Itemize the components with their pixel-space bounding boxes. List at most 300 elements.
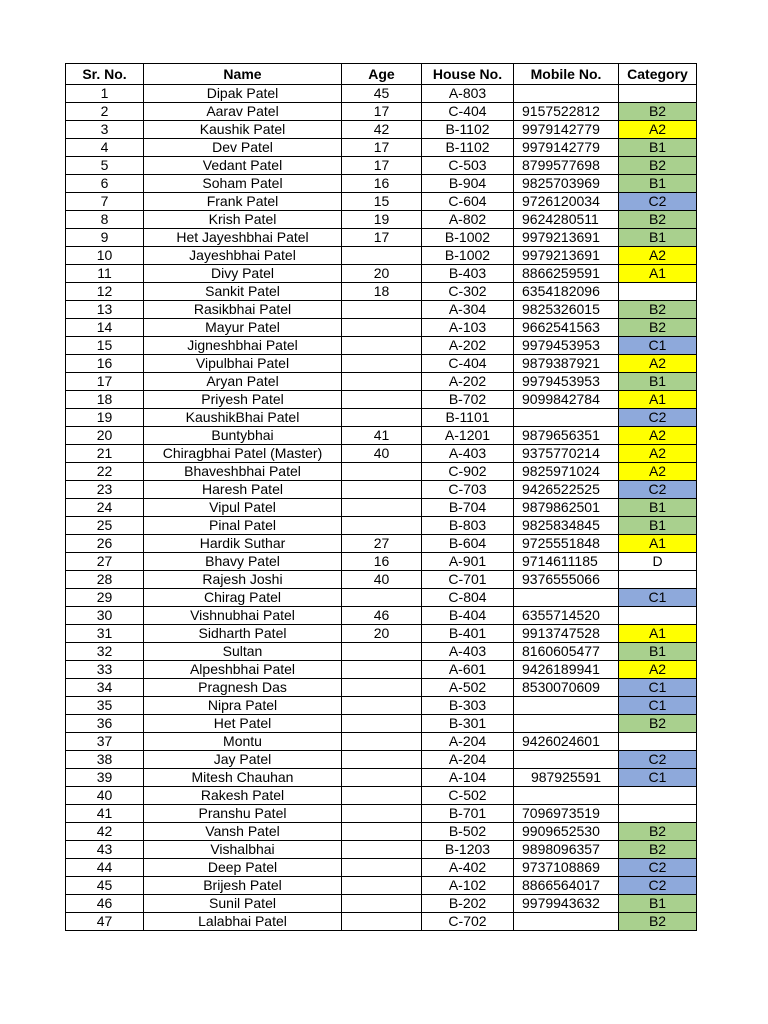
cell-house-no: B-904: [422, 175, 514, 193]
table-row: [66, 211, 697, 229]
cell-age: 41: [342, 427, 422, 445]
cell-age: 20: [342, 265, 422, 283]
cell-sr-no: 37: [66, 733, 144, 751]
cell-house-no: A-803: [422, 85, 514, 103]
cell-age: [342, 301, 422, 319]
cell-name: Vansh Patel: [144, 823, 342, 841]
header-mobile-no: Mobile No.: [514, 64, 619, 85]
cell-category: A2: [619, 355, 697, 373]
cell-category: A2: [619, 121, 697, 139]
cell-house-no: B-1002: [422, 229, 514, 247]
cell-mobile-no: 9725551848: [514, 535, 619, 553]
cell-mobile-no: 9624280511: [514, 211, 619, 229]
cell-sr-no: 21: [66, 445, 144, 463]
cell-category: B1: [619, 895, 697, 913]
table-row: [66, 139, 697, 157]
header-house-no: House No.: [422, 64, 514, 85]
cell-name: Rajesh Joshi: [144, 571, 342, 589]
cell-house-no: A-601: [422, 661, 514, 679]
cell-sr-no: 1: [66, 85, 144, 103]
table-row: [66, 445, 697, 463]
cell-name: Sunil Patel: [144, 895, 342, 913]
cell-house-no: A-204: [422, 733, 514, 751]
cell-age: 18: [342, 283, 422, 301]
cell-house-no: B-1102: [422, 121, 514, 139]
cell-house-no: C-702: [422, 913, 514, 931]
cell-age: [342, 679, 422, 697]
table-row: [66, 643, 697, 661]
cell-age: [342, 733, 422, 751]
cell-house-no: A-403: [422, 445, 514, 463]
table-row: [66, 391, 697, 409]
cell-age: 17: [342, 229, 422, 247]
cell-sr-no: 9: [66, 229, 144, 247]
cell-house-no: A-202: [422, 373, 514, 391]
cell-category: B1: [619, 499, 697, 517]
cell-age: [342, 643, 422, 661]
cell-sr-no: 41: [66, 805, 144, 823]
table-row: [66, 247, 697, 265]
cell-age: [342, 661, 422, 679]
cell-name: Jayeshbhai Patel: [144, 247, 342, 265]
cell-category: [619, 571, 697, 589]
cell-category: C1: [619, 679, 697, 697]
cell-category: C2: [619, 481, 697, 499]
cell-age: 40: [342, 571, 422, 589]
cell-house-no: B-701: [422, 805, 514, 823]
cell-category: A2: [619, 463, 697, 481]
cell-mobile-no: 9979943632: [514, 895, 619, 913]
cell-name: Aarav Patel: [144, 103, 342, 121]
table-row: [66, 625, 697, 643]
table-row: [66, 895, 697, 913]
cell-sr-no: 33: [66, 661, 144, 679]
cell-category: A2: [619, 427, 697, 445]
cell-name: Sultan: [144, 643, 342, 661]
cell-name: Sidharth Patel: [144, 625, 342, 643]
cell-sr-no: 15: [66, 337, 144, 355]
cell-house-no: A-402: [422, 859, 514, 877]
table-row: [66, 661, 697, 679]
cell-name: Vedant Patel: [144, 157, 342, 175]
cell-mobile-no: [514, 913, 619, 931]
cell-sr-no: 4: [66, 139, 144, 157]
cell-age: [342, 589, 422, 607]
cell-name: Vipulbhai Patel: [144, 355, 342, 373]
cell-category: B2: [619, 319, 697, 337]
cell-category: B2: [619, 913, 697, 931]
cell-house-no: C-404: [422, 103, 514, 121]
cell-house-no: B-704: [422, 499, 514, 517]
table-body: [66, 85, 697, 931]
cell-category: B2: [619, 103, 697, 121]
cell-age: [342, 715, 422, 733]
cell-name: Aryan Patel: [144, 373, 342, 391]
cell-age: [342, 841, 422, 859]
cell-sr-no: 46: [66, 895, 144, 913]
cell-age: [342, 247, 422, 265]
table-row: [66, 409, 697, 427]
cell-mobile-no: 9376555066: [514, 571, 619, 589]
cell-category: C2: [619, 859, 697, 877]
cell-sr-no: 45: [66, 877, 144, 895]
cell-category: B2: [619, 301, 697, 319]
cell-sr-no: 8: [66, 211, 144, 229]
cell-house-no: A-901: [422, 553, 514, 571]
cell-mobile-no: 9726120034: [514, 193, 619, 211]
table-row: [66, 859, 697, 877]
cell-category: [619, 805, 697, 823]
cell-sr-no: 19: [66, 409, 144, 427]
cell-name: Het Jayeshbhai Patel: [144, 229, 342, 247]
cell-category: A2: [619, 661, 697, 679]
cell-age: 40: [342, 445, 422, 463]
cell-sr-no: 2: [66, 103, 144, 121]
cell-house-no: B-1101: [422, 409, 514, 427]
cell-age: [342, 373, 422, 391]
table-row: [66, 481, 697, 499]
cell-sr-no: 42: [66, 823, 144, 841]
cell-age: [342, 805, 422, 823]
cell-house-no: C-701: [422, 571, 514, 589]
cell-mobile-no: 9909652530: [514, 823, 619, 841]
cell-house-no: A-204: [422, 751, 514, 769]
cell-sr-no: 39: [66, 769, 144, 787]
cell-name: Vishnubhai Patel: [144, 607, 342, 625]
cell-age: 45: [342, 85, 422, 103]
cell-name: Rakesh Patel: [144, 787, 342, 805]
cell-age: [342, 787, 422, 805]
cell-category: [619, 85, 697, 103]
cell-house-no: B-502: [422, 823, 514, 841]
cell-mobile-no: 7096973519: [514, 805, 619, 823]
cell-house-no: C-404: [422, 355, 514, 373]
header-name: Name: [144, 64, 342, 85]
cell-category: [619, 733, 697, 751]
cell-age: 16: [342, 175, 422, 193]
cell-house-no: A-304: [422, 301, 514, 319]
cell-category: [619, 607, 697, 625]
cell-category: B1: [619, 373, 697, 391]
cell-name: Deep Patel: [144, 859, 342, 877]
cell-name: Haresh Patel: [144, 481, 342, 499]
cell-category: C2: [619, 751, 697, 769]
cell-category: [619, 787, 697, 805]
cell-sr-no: 34: [66, 679, 144, 697]
cell-category: A1: [619, 535, 697, 553]
table-row: [66, 535, 697, 553]
cell-name: Chiragbhai Patel (Master): [144, 445, 342, 463]
table-row: [66, 157, 697, 175]
cell-sr-no: 27: [66, 553, 144, 571]
cell-name: Bhaveshbhai Patel: [144, 463, 342, 481]
cell-mobile-no: [514, 85, 619, 103]
cell-name: Mayur Patel: [144, 319, 342, 337]
cell-sr-no: 12: [66, 283, 144, 301]
cell-mobile-no: [514, 751, 619, 769]
cell-mobile-no: 9714611185: [514, 553, 619, 571]
cell-age: [342, 499, 422, 517]
cell-house-no: B-404: [422, 607, 514, 625]
cell-sr-no: 25: [66, 517, 144, 535]
cell-house-no: C-604: [422, 193, 514, 211]
cell-name: Rasikbhai Patel: [144, 301, 342, 319]
cell-name: Nipra Patel: [144, 697, 342, 715]
cell-mobile-no: 8160605477: [514, 643, 619, 661]
cell-category: B1: [619, 139, 697, 157]
cell-category: C1: [619, 589, 697, 607]
cell-mobile-no: 9879387921: [514, 355, 619, 373]
table-row: [66, 499, 697, 517]
cell-name: Pranshu Patel: [144, 805, 342, 823]
cell-category: B2: [619, 157, 697, 175]
cell-mobile-no: 9157522812: [514, 103, 619, 121]
table-row: [66, 193, 697, 211]
cell-house-no: A-502: [422, 679, 514, 697]
cell-category: B1: [619, 175, 697, 193]
cell-sr-no: 14: [66, 319, 144, 337]
cell-age: 16: [342, 553, 422, 571]
cell-house-no: B-1102: [422, 139, 514, 157]
cell-mobile-no: 9825971024: [514, 463, 619, 481]
cell-name: Frank Patel: [144, 193, 342, 211]
table-row: [66, 913, 697, 931]
table-row: [66, 373, 697, 391]
cell-mobile-no: 9913747528: [514, 625, 619, 643]
cell-category: B1: [619, 229, 697, 247]
cell-age: [342, 463, 422, 481]
cell-mobile-no: 987925591: [514, 769, 619, 787]
cell-category: C2: [619, 193, 697, 211]
cell-mobile-no: 9737108869: [514, 859, 619, 877]
cell-name: Pragnesh Das: [144, 679, 342, 697]
cell-house-no: B-604: [422, 535, 514, 553]
cell-mobile-no: [514, 589, 619, 607]
cell-house-no: A-102: [422, 877, 514, 895]
cell-house-no: B-401: [422, 625, 514, 643]
cell-mobile-no: 9825326015: [514, 301, 619, 319]
cell-mobile-no: 9979213691: [514, 229, 619, 247]
table-row: [66, 175, 697, 193]
cell-category: B2: [619, 715, 697, 733]
cell-mobile-no: 9979213691: [514, 247, 619, 265]
cell-sr-no: 29: [66, 589, 144, 607]
table-row: [66, 265, 697, 283]
cell-category: B2: [619, 211, 697, 229]
cell-sr-no: 24: [66, 499, 144, 517]
cell-age: [342, 859, 422, 877]
table-row: [66, 121, 697, 139]
cell-name: Buntybhai: [144, 427, 342, 445]
cell-sr-no: 22: [66, 463, 144, 481]
cell-age: 20: [342, 625, 422, 643]
cell-house-no: A-802: [422, 211, 514, 229]
table-row: [66, 319, 697, 337]
cell-sr-no: 20: [66, 427, 144, 445]
header-category: Category: [619, 64, 697, 85]
table-row: [66, 787, 697, 805]
table-row: [66, 283, 697, 301]
cell-age: [342, 517, 422, 535]
cell-mobile-no: 9825834845: [514, 517, 619, 535]
table-row: [66, 733, 697, 751]
cell-category: [619, 283, 697, 301]
table-row: [66, 337, 697, 355]
table-row: [66, 301, 697, 319]
cell-name: Alpeshbhai Patel: [144, 661, 342, 679]
cell-house-no: A-202: [422, 337, 514, 355]
cell-mobile-no: [514, 715, 619, 733]
cell-category: C1: [619, 769, 697, 787]
cell-age: [342, 337, 422, 355]
cell-sr-no: 5: [66, 157, 144, 175]
cell-mobile-no: 6354182096: [514, 283, 619, 301]
cell-mobile-no: 9099842784: [514, 391, 619, 409]
cell-name: Vipul Patel: [144, 499, 342, 517]
cell-age: 17: [342, 103, 422, 121]
cell-mobile-no: 9825703969: [514, 175, 619, 193]
cell-name: Kaushik Patel: [144, 121, 342, 139]
cell-age: [342, 823, 422, 841]
table-row: [66, 355, 697, 373]
cell-age: [342, 895, 422, 913]
cell-mobile-no: 9426024601: [514, 733, 619, 751]
cell-sr-no: 7: [66, 193, 144, 211]
cell-mobile-no: 9879656351: [514, 427, 619, 445]
cell-age: [342, 355, 422, 373]
cell-name: Brijesh Patel: [144, 877, 342, 895]
cell-category: A1: [619, 625, 697, 643]
table-row: [66, 229, 697, 247]
cell-mobile-no: 8866259591: [514, 265, 619, 283]
cell-category: C2: [619, 409, 697, 427]
cell-category: A1: [619, 391, 697, 409]
cell-house-no: B-301: [422, 715, 514, 733]
cell-name: Vishalbhai: [144, 841, 342, 859]
cell-sr-no: 17: [66, 373, 144, 391]
cell-age: [342, 319, 422, 337]
table-row: [66, 715, 697, 733]
cell-age: [342, 913, 422, 931]
cell-sr-no: 43: [66, 841, 144, 859]
table-row: [66, 769, 697, 787]
cell-age: 42: [342, 121, 422, 139]
cell-mobile-no: [514, 787, 619, 805]
cell-age: [342, 751, 422, 769]
cell-house-no: B-303: [422, 697, 514, 715]
table-row: [66, 607, 697, 625]
cell-name: Lalabhai Patel: [144, 913, 342, 931]
cell-sr-no: 18: [66, 391, 144, 409]
cell-house-no: B-403: [422, 265, 514, 283]
cell-house-no: B-202: [422, 895, 514, 913]
cell-name: Het Patel: [144, 715, 342, 733]
cell-sr-no: 36: [66, 715, 144, 733]
cell-name: Pinal Patel: [144, 517, 342, 535]
cell-name: Dev Patel: [144, 139, 342, 157]
cell-house-no: A-103: [422, 319, 514, 337]
cell-name: Mitesh Chauhan: [144, 769, 342, 787]
cell-age: [342, 481, 422, 499]
cell-category: B2: [619, 841, 697, 859]
cell-sr-no: 47: [66, 913, 144, 931]
cell-category: A2: [619, 247, 697, 265]
cell-mobile-no: 9662541563: [514, 319, 619, 337]
cell-name: Chirag Patel: [144, 589, 342, 607]
cell-house-no: A-403: [422, 643, 514, 661]
cell-sr-no: 3: [66, 121, 144, 139]
cell-age: [342, 409, 422, 427]
cell-sr-no: 40: [66, 787, 144, 805]
cell-house-no: A-104: [422, 769, 514, 787]
cell-mobile-no: 9375770214: [514, 445, 619, 463]
table-row: [66, 823, 697, 841]
cell-sr-no: 30: [66, 607, 144, 625]
cell-sr-no: 31: [66, 625, 144, 643]
cell-name: Dipak Patel: [144, 85, 342, 103]
table-row: [66, 427, 697, 445]
cell-sr-no: 16: [66, 355, 144, 373]
cell-mobile-no: 9979453953: [514, 337, 619, 355]
cell-mobile-no: 8530070609: [514, 679, 619, 697]
cell-age: [342, 877, 422, 895]
cell-age: 17: [342, 139, 422, 157]
cell-age: 17: [342, 157, 422, 175]
cell-sr-no: 10: [66, 247, 144, 265]
cell-age: 15: [342, 193, 422, 211]
cell-house-no: B-1203: [422, 841, 514, 859]
cell-mobile-no: [514, 409, 619, 427]
header-row: [66, 64, 697, 85]
table-row: [66, 751, 697, 769]
cell-age: 46: [342, 607, 422, 625]
cell-name: Jay Patel: [144, 751, 342, 769]
cell-name: Bhavy Patel: [144, 553, 342, 571]
cell-mobile-no: 8799577698: [514, 157, 619, 175]
cell-age: [342, 391, 422, 409]
cell-age: 19: [342, 211, 422, 229]
cell-name: Jigneshbhai Patel: [144, 337, 342, 355]
cell-mobile-no: 9898096357: [514, 841, 619, 859]
patel-member-table: [65, 63, 697, 931]
cell-age: [342, 769, 422, 787]
table-row: [66, 553, 697, 571]
table-row: [66, 571, 697, 589]
table-row: [66, 103, 697, 121]
cell-sr-no: 28: [66, 571, 144, 589]
cell-mobile-no: 8866564017: [514, 877, 619, 895]
cell-mobile-no: 9879862501: [514, 499, 619, 517]
cell-name: Soham Patel: [144, 175, 342, 193]
cell-sr-no: 6: [66, 175, 144, 193]
table-row: [66, 589, 697, 607]
cell-category: A1: [619, 265, 697, 283]
cell-sr-no: 13: [66, 301, 144, 319]
cell-category: C1: [619, 697, 697, 715]
cell-house-no: C-703: [422, 481, 514, 499]
table-row: [66, 679, 697, 697]
table-row: [66, 85, 697, 103]
cell-category: B1: [619, 517, 697, 535]
table-row: [66, 805, 697, 823]
table-row: [66, 841, 697, 859]
cell-category: C1: [619, 337, 697, 355]
cell-house-no: C-804: [422, 589, 514, 607]
cell-category: B1: [619, 643, 697, 661]
table-row: [66, 463, 697, 481]
cell-mobile-no: 9426189941: [514, 661, 619, 679]
cell-name: Montu: [144, 733, 342, 751]
